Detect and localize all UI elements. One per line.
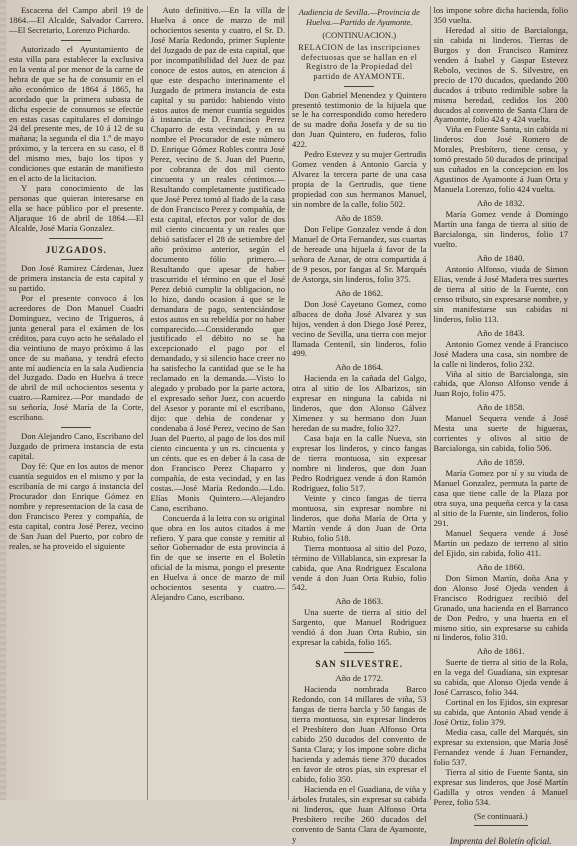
year-heading: Año de 1858. (476, 402, 525, 413)
section-heading-juzgados: JUZGADOS. (45, 244, 107, 255)
notice-aljaraque: Autorizado el Ayuntamiento de esta villa para establecer la exclusiva en la venta al por menor de la carne de hebra de que se ha de consumir en el año económico de 1864 á 1865, ha acordado que la primera subasta de dicha especie de consumos se efectúe en estas casas capitulares el domingo 24 del presente mes, de 10 á 12 de su mañana; la segunda el dia 1.º de mayo próximo, y la tercera en su caso, el 8 del mismo mes, bajo los tipos y condiciones que estarán de manifiesto en el acto de la licitacion. (9, 43, 144, 184)
inscription-entry: Manuel Sequera vende á José Martín un pedazo de terreno al sitio del Ejido, sin cabida, folio 411. (433, 527, 568, 558)
inscription-entry: Don Felipe Gonzalez vende á don Manuel de Orta Fernandez, sus cuartas de hereade una hijuela á favor de la señora de Aznar, de otra compartida á de 9 pesos, por fangas al Sr. Marqués de Astorga, sin linderos, folio 375. (292, 224, 427, 284)
year-heading: Año de 1832. (476, 198, 525, 209)
divider (61, 259, 91, 260)
relacion-title: RELACION de las inscripciones defectuosas que se hallan en el Registro de la Propiedad del partido de AYAMONTE. (298, 43, 421, 81)
inscription-entry: Pedro Estevez y su mujer Gertrudis Gomez venden á Antonio García y Alvarez la tercera parte de una casa propia de la Gertrudis, que tiene propiedad con sus hermanos Manuel, sin nombre de la calle, folio 502. (292, 149, 427, 210)
divider (344, 652, 374, 653)
divider (49, 238, 103, 239)
inscription-entry: Hacienda en el Guadiana, de viña y árboles frutales, sin expresar su cabida ni linderos, que Juan Alfonso Orta Presbítero recibe 260 ducados del convento de Santa Clara de Ayamonte, y (292, 783, 427, 844)
year-heading: Año de 1840. (476, 252, 525, 263)
year-heading: Año de 1772. (335, 673, 384, 684)
inscription-entry: Suerte de tierra al sitio de la Rola, en la vega del Guadiana, sin expresar su cabida, que Alonso Ojeda vende á José Carrasco, folio 344. (433, 657, 568, 698)
divider (61, 40, 91, 41)
inscription-entry: Una suerte de tierra al sitio del Sargento, que Manuel Rodriguez vendió á don Juan Orta Rubio, sin expresar la cabida, folio 165. (292, 607, 427, 648)
year-heading: Año de 1862. (335, 287, 384, 298)
column-2 (147, 6, 289, 800)
inscription-entry: Hacienda en la cañada del Galgo, otra al sitio de los Albarizos, sin expresar en ninguna la cabida ni linderos, que don Alonso Gálvez Ximenez y su hermano don Juan heredan de su madre, folio 327. (292, 373, 427, 434)
column-1 (6, 6, 147, 800)
inscription-entry: Manuel Sequera vende á José Mesta una suerte de higueras, corrientes y olivos al sitio de Barcialonga, sin cabida, folio 506. (433, 413, 568, 454)
inscription-entry: Cortinal en los Ejidos, sin expresar su cabida, que Antonio Abad vende á José Ortiz, folio 379. (433, 697, 568, 728)
year-heading: Año de 1860. (476, 561, 525, 572)
inscription-entry: Tierra al sitio de Fuente Santa, sin expresar sus linderos, que José Martín Gadilla y otros venden á Manuel Perez, folio 534. (433, 766, 568, 807)
year-heading: Año de 1864. (335, 362, 384, 373)
inscription-entry: Media casa, calle del Marqués, sin expresar su extension, que María José Fernandez vende á Juan Fernandez, folio 537. (433, 727, 568, 767)
columns (6, 5, 571, 846)
inscription-entry: Hacienda nombrada Barco Redondo, con 14 millares de viña, 53 fangas de tierra barcla y 50 fangas de tierra montuosa, sin expresar linderos el Presbítero don Juan Alfonso Orta cabido 250 ducados del convento de Santa Clara; y los impone sobre dicha hacienda y además tiene 370 ducados en favor de otros pías, sin expresar el cabido, folio 350. (292, 684, 427, 784)
inscription-entry: Antonio Gomez vende á Francisco José Madera una casa, sin nombre de la calle ni linderos, folio 232. (433, 338, 568, 369)
inscription-entry: Veinte y cinco fangas de tierra montuosa, sin expresar nombre ni linderos, que doña María de Orta y Martín vende á don Juan de Orta Rubio, folio 518. (292, 492, 427, 543)
notice-escacena: Escacena del Campo abril 19 de 1864.—El Alcalde, Salvador Carrero.—El Secretario, Lorenzo Pichardo. (9, 5, 144, 35)
escribano-notice: Doy fé: Que en los autos de menor cuantía seguidos en el mismo y por la escribanía de mi cargo á instancia del Procurador don Enrique Gómez en nombre y representacion de la casa de don Francisco Perez y compañía, de esta capital, contra José Perez, vecino de San Juan del Puerto, por cobro de reales, se ha proveido el siguiente (9, 461, 144, 551)
audiencia-heading: Audiencia de Sevilla.—Provincia de Huelva.—Partido de Ayamonte. (298, 8, 420, 27)
printer-imprint: Imprenta del Boletín oficial. (449, 835, 552, 846)
inscription-entry: María Gomez por sí y su viuda de Manuel Gonzalez, permuta la parte de casa que tiene calle de la Plaza por otra suya, una pequeña cerca y la casa al sitio de la Fuente, sin linderos, folio 291. (433, 468, 568, 528)
section-heading-san-silvestre: SAN SILVESTRE. (315, 659, 404, 670)
inscription-entry: los impone sobre dicha hacienda, folio 350 vuelta. (433, 5, 568, 25)
concuerda-text: Concuerda á la letra con su original que obra en los autos citados á me refiero. Y para que conste y remitir al señor Gobernador de esta provincia á fin de que se inserte en el Boletín oficial de la misma, pongo el presente en Huelva á once de marzo de mil ochocientos sesenta y cuatro.—Alejandro Cano, escribano. (150, 512, 285, 603)
inscription-entry: Antonio Alfonso, viuda de Simon Elias, vende á José Madera tres suertes de tierra al sitio de la Fuente, con censo tributo, sin expresarse nombre, y sin manifestarse sus cabidas ni linderos, folio 113. (433, 263, 568, 324)
divider (474, 825, 528, 826)
auto-definitivo: Auto definitivo.—En la villa de Huelva á once de marzo de mil ochocientos sesenta y cuatro, el Sr. D. José María Redondo, primer Suplente del Juzgado de paz de esta capital, que por incompatibilidad del Juez de paz conoce de estos autos, en atencion á que este despacho interinamente el Juzgado de primera instancia de esta capital y su partido: habiendo visto estos autos de menor cuantía seguidos á instancia de D. Francisco Perez Chaparro de esta vecindad, y en su nombre el Procurador de este número D. Enrique Gómez Robles contra José Perez, vecino de S. Juan del Puerto, por cobranza de dos mil ciento cincuenta y un reales céntimos.—Resultando completamente justificado que José Perez tomó al fiado de la casa de don Francisco Perez y compañía, de esta capital, efectos por valor de dos mil ciento cincuenta y un reales que debió satisfacer el 28 de setiembre del año próximo anterior, según el documento fólio primero.—Resultando que apesar de haber trascurrido el término en que el José Perez debió cumplir la obligacion, no lo hizo, dando ocasion á que se le demandara de pago, sentenciándose estos autos en su rebeldía por no haber comparecido.—Considerando que justificado el débito no se ha excepcionado el pago por el demandado, y si silencio hace creer no ha satisfecho la cantidad que se le ha reclamado en la demanda.—Visto lo alegado y probado por la parte actora, el expresado señor Juez, con acuerdo del Asesor y porante mí el escribano, dijo: que debia de condenar y condenaba á José Perez, vecino de San Juan del Puerto, al pago de los dos mil ciento cincuenta y un rs. cincuenta y un cénts. que es en deber á la casa de don Francisco Perez Chaparro y compañía, de esta vecindad, y en las costas.—José María Redondo.—Ldo. Elías Monis Quintero.—Alejandro Cano, escribano. (150, 5, 285, 513)
divider (61, 427, 91, 428)
inscription-entry: Casa baja en la calle Nueva, sin expresar los linderos, y cinco fangas de tierra montuosa, sin expresar nombre ni linderos, que don Juan Pedro Rodriguez vende á don Ramón Rodriguez, folio 517. (292, 433, 427, 493)
inscription-entry: Tierra montuosa al sitio del Pozo, término de Villablanca, sin expresar la cabida, que Ana Rodriguez Escalona vende á don Juan Orta Rubio, folio 542. (292, 542, 427, 593)
continuation-note: (Se continuará.) (474, 811, 528, 821)
year-heading: Año de 1863. (335, 596, 384, 607)
divider (344, 86, 374, 87)
year-heading: Año de 1859. (476, 457, 525, 468)
escribano-intro: Don Alejandro Cano, Escribano del Juzgado de primera instancia de esta capital. (9, 431, 144, 462)
continuacion-label: (CONTINUACION.) (322, 30, 397, 41)
inscription-entry: María Gomez vende á Domingo Martín una fanga de tierra al sitio de Barcialonga, sin linderos, folio 17 vuelto. (433, 209, 568, 249)
year-heading: Año de 1861. (476, 646, 525, 657)
column-4 (430, 5, 572, 846)
inscription-entry: Don José Cayetano Gomez, como albacea de doña José Alvarez y sus hijos, venden á don Diego José Perez, vecino de Sevilla, una tierra con mejor llamada Centenil, sin linderos, folio 499. (292, 298, 427, 359)
judge-notice: Por el presente convoco á los acreedores de Don Manuel Cuadri Dominguez, vecino de Trigueros, á junta general para el exámen de los créditos, para cuyo acto he señalado el dia veintiuno de mayo próximo á las once de su mañana, y tendrá efecto ante mí audiencia en la sala Audiencia del Juzgado. Dado en Huelva á trece de abril de mil ochocientos sesenta y cuatro.—Ramirez.—Por mandado de su señoría, José María de la Corte, escribano. (9, 292, 144, 423)
year-heading: Año de 1843. (476, 327, 525, 338)
judge-intro: Don José Ramirez Cárdenas, Juez de primera instancia de esta capital y su partido. (9, 262, 144, 293)
year-heading: Año de 1859. (335, 213, 384, 223)
notice-aljaraque-close: Y para conocimiento de las personas que quieran interesarse en ella se hace público por el presente. Aljaraque 16 de abril de 1864.—El Alcalde, José María Gonzalez. (9, 183, 144, 234)
inscription-entry: Viña al sitio de Barcialonga, sin cabida, que Alonso Alfonso vende á Juan Rojo, folio 475. (433, 368, 568, 399)
inscription-entry: Don Gabriel Menendez y Quintero presentó testimonio de la hijuela que se le ha correspondido como heredero de su madre doña Josefa y de su tio don Juan Quintero, en fuderos, folio 422. (292, 89, 427, 150)
inscription-entry: Don Simon Martín, doña Ana y don Alonso José Ojeda venden á Francisco Rodriguez recibió del Granado, una hacienda en el Barranco de Don Pedro, y una huerta en el mismo sitio, sin expresarse su cabida ni linderos, folio 310. (433, 572, 568, 643)
inscription-entry: Heredad al sitio de Barcialonga, sin cabida ni linderos. Tierras de Burgos y don Francisco Ramirez venden á Isabel y Gaspar Estevez Rebolo, vecinos de S. Silvestre, en precio de 170 ducados, quedando 200 ducados á tributo redimible sobre la misma heredad, cedidos los 200 ducados al convento de Santa Clara de Ayamonte, folio 424 y 424 vuelta. (433, 24, 568, 125)
inscription-entry: Viña en Fuente Santa, sin cabida ni linderos: don José Romero de Morales, Presbítero, tiene censo, y tomó prestado 50 ducados de principal sus cuñados en la concepcion en los Agustinos de Ayamonte á Juan Orta y Manuela Lorenzo, folio 424 vuelta. (433, 124, 568, 195)
column-3 (288, 6, 430, 844)
